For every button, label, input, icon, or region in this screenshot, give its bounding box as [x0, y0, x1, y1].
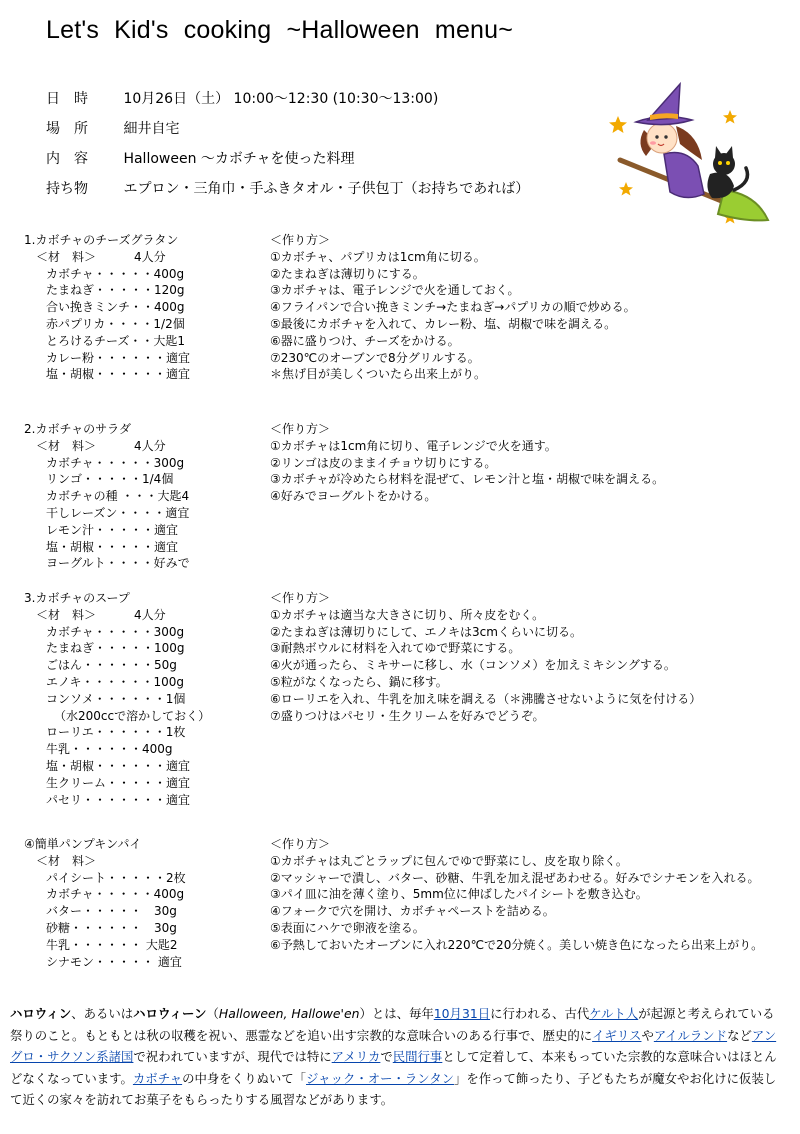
ingredient-line: たまねぎ・・・・・100g — [46, 641, 185, 656]
servings: 4人分 — [134, 249, 166, 264]
ingredients-header — [24, 853, 264, 870]
ingredients-label: ＜材 料＞ — [36, 607, 97, 622]
link-america[interactable]: アメリカ — [331, 1049, 381, 1064]
recipe-heading: 2.カボチャのサラダ — [24, 422, 131, 436]
info-row-date — [46, 88, 529, 118]
ingredient-line: ごはん・・・・・・50g — [46, 658, 177, 673]
recipe-heading: 1.カボチャのチーズグラタン — [24, 233, 179, 247]
ingredient-line: バター・・・・・ 30g — [46, 904, 177, 919]
step-line: ③パイ皿に油を薄く塗り、5mm位に伸ばしたパイシートを敷き込む。 — [270, 887, 648, 902]
steps-column — [270, 421, 800, 505]
info-key: 日 時 — [46, 91, 88, 107]
term-english: Halloween, Hallowe'en — [218, 1006, 360, 1021]
ingredient-line: カボチャ・・・・・300g — [46, 455, 185, 470]
ingredient-line: ヨーグルト・・・・好みで — [46, 556, 190, 571]
footer-text: に行われる、古代 — [490, 1006, 590, 1021]
ingredient-line: 塩・胡椒・・・・・適宜 — [46, 539, 179, 554]
footer-text: 」を作って飾ったり、子どもたちが魔女やお化けに仮装して近くの家々を訪れてお菓子をもらったりする風習などがあります。 — [10, 1070, 777, 1107]
ingredient-line: カレー粉・・・・・・適宜 — [46, 350, 191, 365]
step-line: ③耐熱ボウルに材料を入れてゆで野菜にする。 — [270, 641, 521, 656]
step-line: ④フォークで穴を開け、カボチャペーストを詰める。 — [270, 904, 555, 919]
info-key: 内 容 — [46, 151, 88, 167]
step-line: ①カボチャは丸ごとラップに包んでゆで野菜にし、皮を取り除く。 — [270, 853, 628, 868]
footer-text: 、あるいは — [71, 1006, 134, 1021]
footer-text: や — [641, 1027, 654, 1043]
ingredient-line: カボチャ・・・・・400g — [46, 266, 185, 281]
step-line: ⑤粒がなくなったら、鍋に移す。 — [270, 674, 448, 689]
ingredient-line: シナモン・・・・・ 適宜 — [46, 954, 182, 969]
info-value: エプロン・三角巾・手ふきタオル・子供包丁（お持ちであれば） — [123, 181, 530, 197]
ingredient-line: 生クリーム・・・・・適宜 — [46, 775, 191, 790]
ingredients-label: ＜材 料＞ — [36, 438, 97, 453]
ingredient-line: カボチャの種 ・・・大匙4 — [46, 489, 190, 504]
ingredient-line: 塩・胡椒・・・・・・適宜 — [46, 367, 191, 382]
step-line: ⑦230℃のオーブンで8分グリルする。 — [270, 350, 480, 365]
steps-column — [270, 836, 800, 954]
step-line: ②たまねぎは薄切りにする。 — [270, 266, 425, 281]
ingredient-line: パセリ・・・・・・・適宜 — [46, 792, 191, 807]
info-key: 持ち物 — [46, 181, 88, 197]
ingredients-label: ＜材 料＞ — [36, 853, 97, 868]
step-line: ①カボチャ、パプリカは1cm角に切る。 — [270, 249, 486, 264]
step-line: ④フライパンで合い挽きミンチ→たまねぎ→パプリカの順で炒める。 — [270, 300, 636, 315]
recipe-heading: ④簡単パンプキンパイ — [24, 837, 142, 851]
step-line: ④火が通ったら、ミキサーに移し、水（コンソメ）を加えミキシングする。 — [270, 658, 676, 673]
ingredient-line: とろけるチーズ・・大匙1 — [46, 333, 186, 348]
ingredient-line: 砂糖・・・・・・ 30g — [46, 920, 177, 935]
ingredients-header — [24, 249, 264, 266]
servings: 4人分 — [134, 607, 166, 622]
footer-text: ）とは、毎年 — [359, 1006, 434, 1021]
step-line: ①カボチャは適当な大きさに切り、所々皮をむく。 — [270, 607, 545, 622]
step-line: ④好みでヨーグルトをかける。 — [270, 489, 437, 504]
ingredient-line: エノキ・・・・・・100g — [46, 674, 185, 689]
steps-column — [270, 590, 800, 724]
ingredients-column — [24, 590, 264, 808]
ingredients-column — [24, 836, 264, 970]
step-line: ⑤表面にハケで卵液を塗る。 — [270, 920, 425, 935]
steps-column — [270, 232, 800, 383]
ingredient-line: リンゴ・・・・・1/4個 — [46, 472, 174, 487]
link-folk-event[interactable]: 民間行事 — [392, 1049, 443, 1064]
step-line: ⑥ローリエを入れ、牛乳を加え味を調える（＊沸騰させないように気を付ける） — [270, 691, 702, 706]
step-line: ⑤最後にカボチャを入れて、カレー粉、塩、胡椒で味を調える。 — [270, 316, 617, 331]
ingredient-line: カボチャ・・・・・300g — [46, 624, 185, 639]
info-row-place — [46, 118, 529, 148]
footer-text: が起源と考えられている祭りのこと。もともとは秋の収穫を祝い、悪霊などを追い出す宗教的な意味合いのある行事で、歴史的に — [10, 1006, 775, 1043]
ingredients-header — [24, 607, 264, 624]
ingredient-line: パイシート・・・・・2枚 — [46, 870, 186, 885]
servings: 4人分 — [134, 438, 166, 453]
witch-on-broom-icon — [606, 82, 774, 234]
info-value: 10月26日（土） 10:00～12:30 (10:30～13:00) — [123, 91, 439, 107]
ingredients-header — [24, 438, 264, 455]
ingredient-line: 塩・胡椒・・・・・・適宜 — [46, 758, 191, 773]
step-line: ⑦盛りつけはパセリ・生クリームを好みでどうぞ。 — [270, 708, 545, 723]
ingredient-note: （水200ccで溶かしておく） — [54, 708, 211, 723]
term-halloween: ハロウィン — [10, 1006, 72, 1021]
link-celts[interactable]: ケルト人 — [589, 1006, 639, 1021]
info-row-belongings — [46, 178, 529, 208]
step-line: ③カボチャが冷めたら材料を混ぜて、レモン汁と塩・胡椒で味を調える。 — [270, 472, 665, 487]
steps-label: ＜作り方＞ — [270, 591, 331, 605]
step-line: ②たまねぎは薄切りにして、エノキは3cmくらいに切る。 — [270, 624, 582, 639]
step-line: ＊焦げ目が美しくついたら出来上がり。 — [270, 367, 487, 382]
info-value: Halloween ～カボチャを使った料理 — [123, 151, 355, 167]
ingredient-line: コンソメ・・・・・・1個 — [46, 691, 186, 706]
ingredient-line: ローリエ・・・・・・1枚 — [46, 725, 186, 740]
link-anglo-saxon[interactable]: アングロ・サクソン系諸国 — [10, 1027, 777, 1064]
term-halloween-alt: ハロウィーン — [133, 1006, 207, 1021]
step-line: ②リンゴは皮のままイチョウ切りにする。 — [270, 455, 497, 470]
link-oct-31[interactable]: 10月31日 — [433, 1006, 491, 1021]
steps-label: ＜作り方＞ — [270, 422, 331, 436]
link-ireland[interactable]: アイルランド — [653, 1027, 728, 1043]
info-key: 場 所 — [46, 121, 88, 137]
footer-text: で祝われていますが、現代では特に — [133, 1049, 332, 1064]
steps-label: ＜作り方＞ — [270, 233, 331, 247]
step-line: ⑥器に盛りつけ、チーズをかける。 — [270, 333, 460, 348]
recipe-heading: 3.カボチャのスープ — [24, 591, 130, 605]
ingredient-line: カボチャ・・・・・400g — [46, 887, 185, 902]
info-value: 細井自宅 — [123, 121, 180, 137]
link-pumpkin[interactable]: カボチャ — [132, 1070, 183, 1086]
step-line: ②マッシャーで潰し、バター、砂糖、牛乳を加え混ぜあわせる。好みでシナモンを入れる。 — [270, 870, 760, 885]
footer-text: で — [380, 1049, 393, 1064]
footer-text: として定着して、本来もっていた宗教的な意味合いはほとんどなくなっています。 — [10, 1049, 777, 1086]
ingredient-line: レモン汁・・・・・適宜 — [46, 522, 179, 537]
ingredient-line: たまねぎ・・・・・120g — [46, 283, 185, 298]
step-line: ③カボチャは、電子レンジで火を通しておく。 — [270, 283, 520, 298]
footer-text: （ — [206, 1006, 219, 1021]
link-britain[interactable]: イギリス — [592, 1027, 642, 1043]
ingredients-column — [24, 421, 264, 572]
ingredient-line: 合い挽きミンチ・・400g — [46, 300, 185, 315]
page-title: Let's Kid's cooking ~Halloween menu~ — [46, 16, 514, 44]
footer-text: など — [727, 1027, 752, 1043]
event-info — [46, 88, 529, 208]
ingredient-line: 赤パプリカ・・・・1/2個 — [46, 316, 185, 331]
ingredients-label: ＜材 料＞ — [36, 249, 97, 264]
ingredients-column — [24, 232, 264, 383]
link-jack-o-lantern[interactable]: ジャック・オー・ランタン — [306, 1070, 454, 1086]
ingredient-line: 牛乳・・・・・・400g — [46, 742, 173, 757]
steps-label: ＜作り方＞ — [270, 837, 331, 851]
info-row-content — [46, 148, 529, 178]
ingredient-line: 干しレーズン・・・・適宜 — [46, 505, 190, 520]
ingredient-line: 牛乳・・・・・・ 大匙2 — [46, 937, 178, 952]
step-line: ⑥予熱しておいたオーブンに入れ220℃で20分焼く。美しい焼き色になったら出来上がり。 — [270, 937, 764, 952]
halloween-description — [10, 1003, 782, 1111]
step-line: ①カボチャは1cm角に切り、電子レンジで火を通す。 — [270, 438, 557, 453]
footer-text: の中身をくりぬいて「 — [182, 1070, 307, 1086]
